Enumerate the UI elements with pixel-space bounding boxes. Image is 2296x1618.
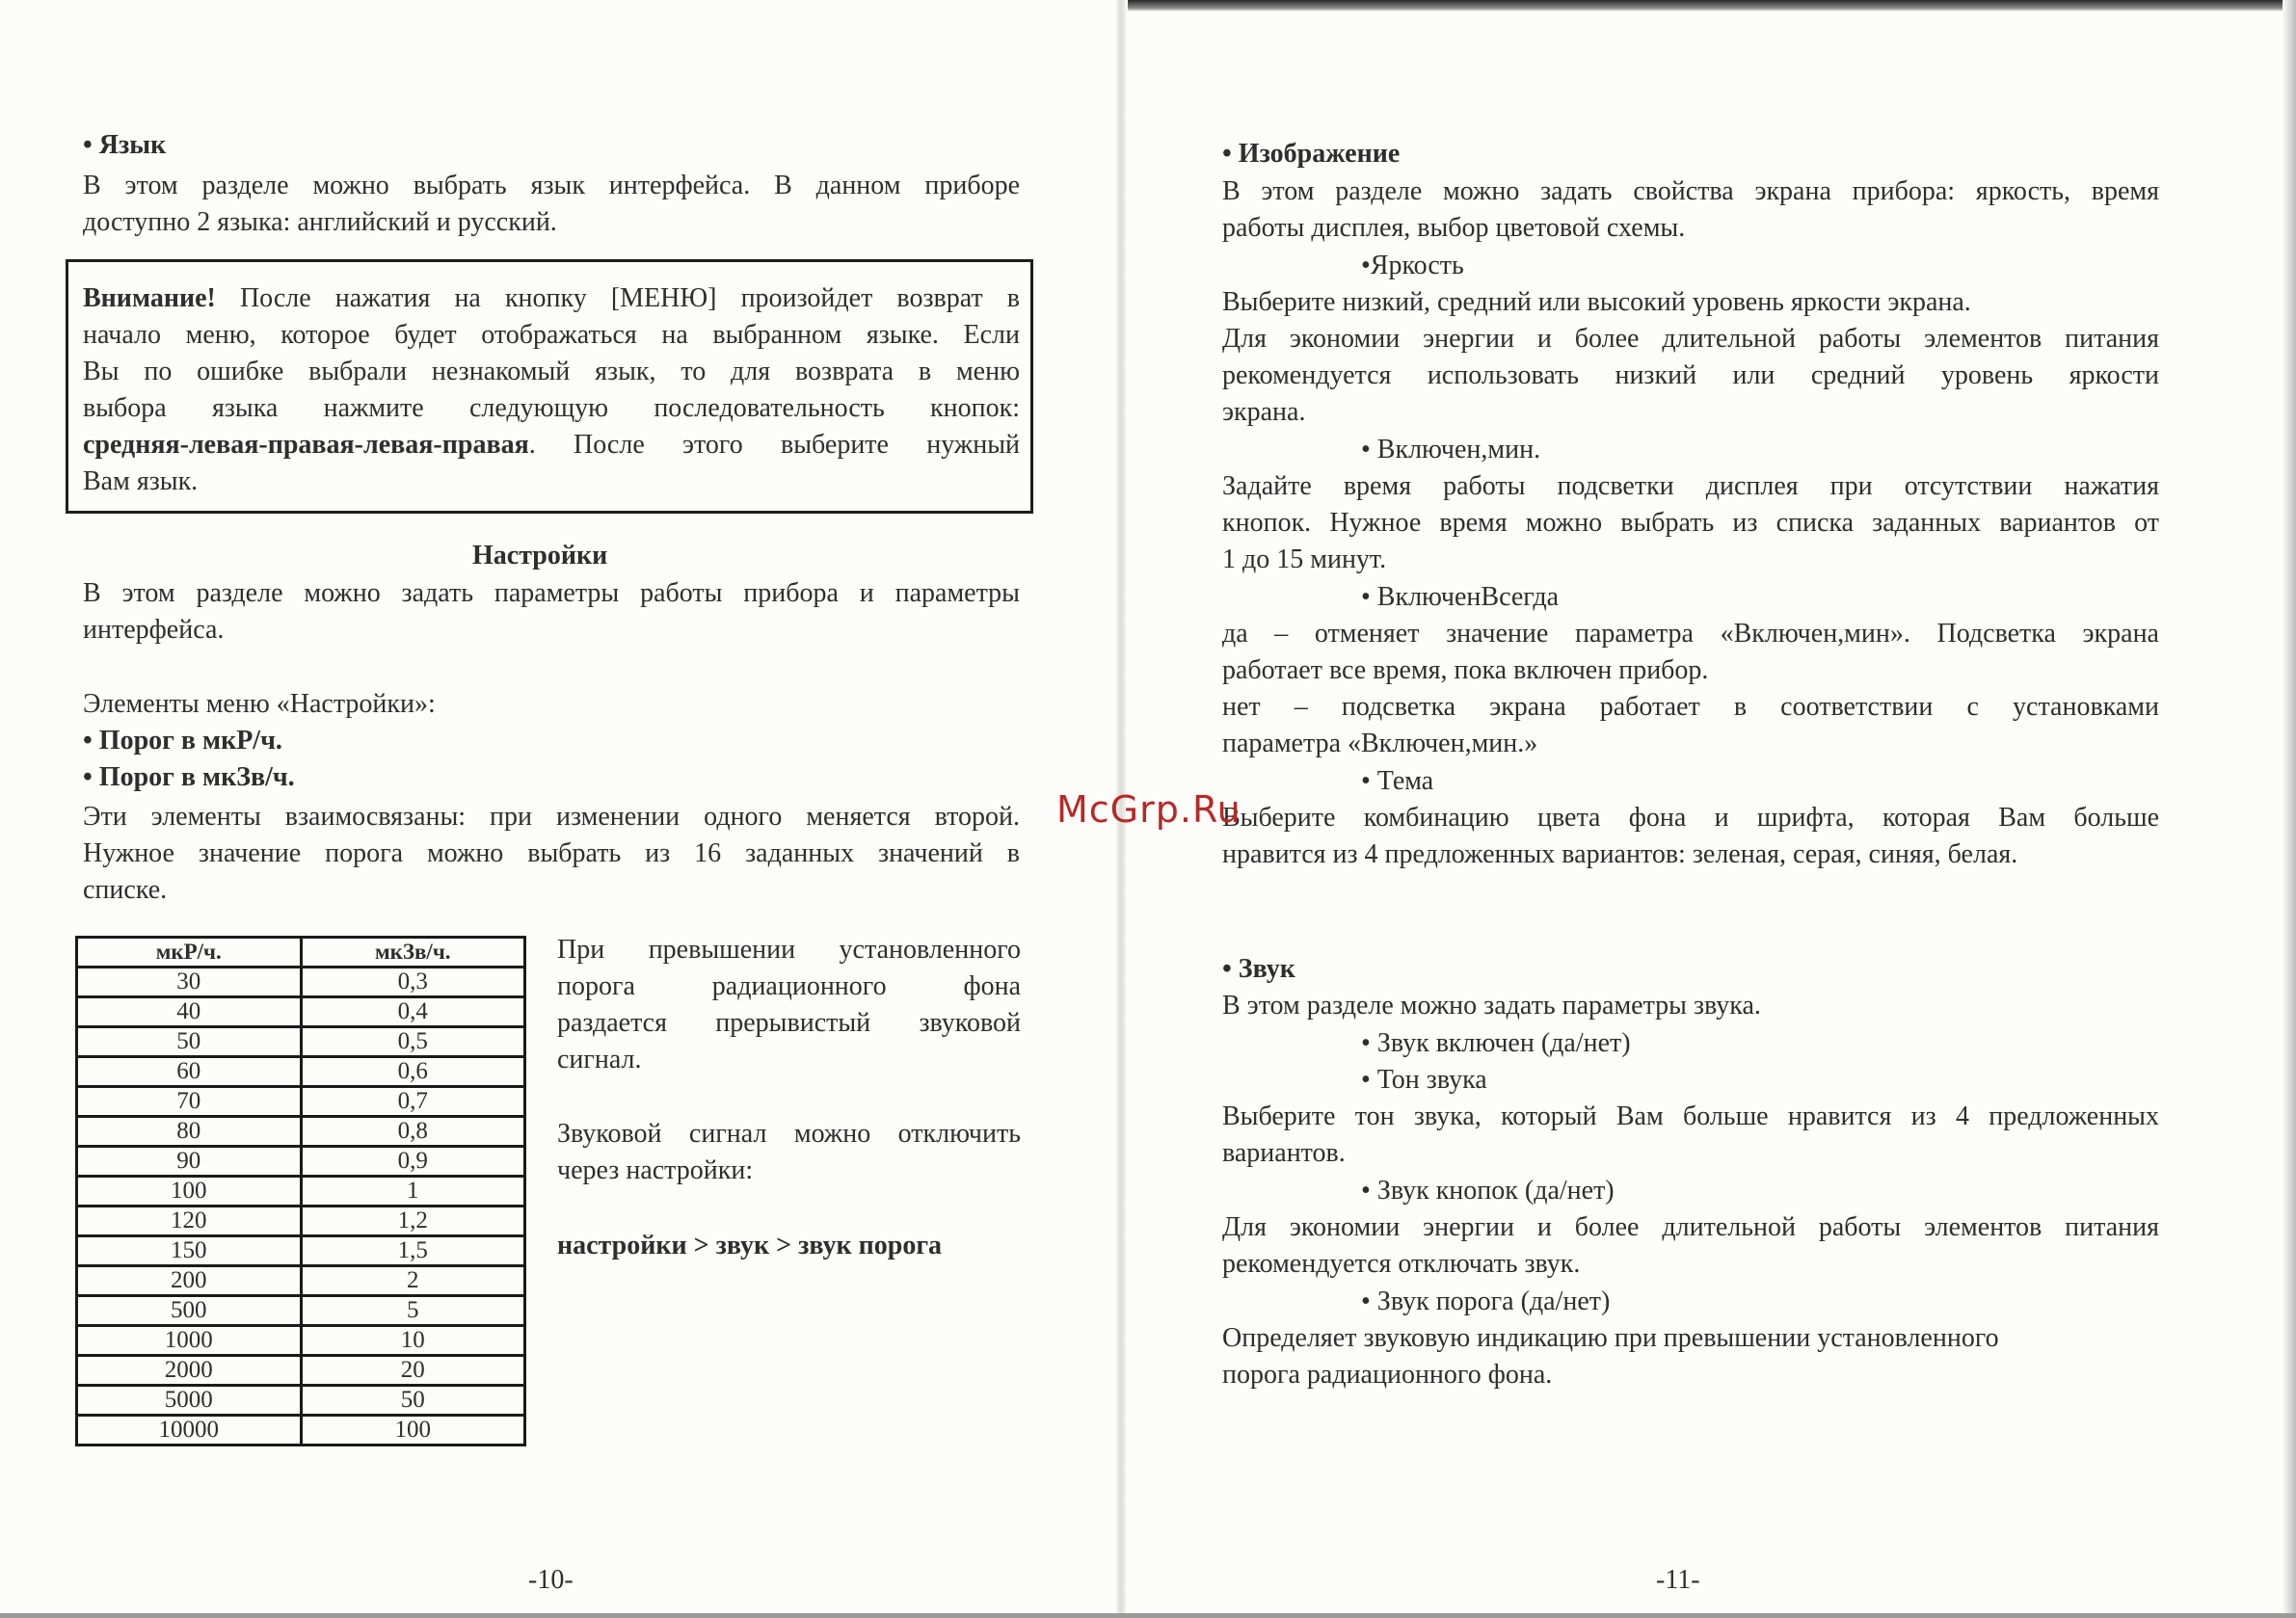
table-cell: 50 — [301, 1386, 525, 1416]
on-min-line-3: 1 до 15 минут. — [1222, 544, 1387, 574]
table-cell: 1,2 — [301, 1207, 525, 1236]
table-cell: 50 — [77, 1027, 302, 1057]
side-line-4: сигнал. — [557, 1045, 642, 1074]
scan-bottom-edge — [0, 1613, 2296, 1618]
notice-line-4: выбора языка нажмите следующую последовательность кнопок: — [83, 393, 1020, 423]
button-sequence: средняя-левая-правая-левая-правая — [83, 430, 529, 460]
settings-intro-1: В этом разделе можно задать параметры работы прибора и параметры — [83, 578, 1020, 608]
notice-line-1-rest: После нажатия на кнопку [МЕНЮ] произойдет возврат в — [215, 283, 1020, 313]
buttons-sound-line-1: Для экономии энергии и более длительной работы элементов питания — [1222, 1212, 2159, 1242]
sound-on-label: • Звук включен (да/нет) — [1361, 1028, 1631, 1058]
page-number-left: -10- — [528, 1565, 574, 1595]
buttons-sound-label: • Звук кнопок (да/нет) — [1361, 1176, 1615, 1206]
settings-desc-2: Нужное значение порога можно выбрать из 16 заданных значений в — [83, 838, 1020, 868]
page-number-right: -11- — [1656, 1565, 1700, 1595]
table-row — [77, 1177, 525, 1207]
table-row — [77, 1087, 525, 1117]
table-cell: 0,4 — [301, 997, 525, 1027]
threshold-table — [75, 936, 526, 1446]
side-line-3: раздается прерывистый звуковой — [557, 1008, 1021, 1038]
table-cell: 5 — [301, 1296, 525, 1326]
table-row — [77, 1147, 525, 1177]
notice-line-5-rest: . После этого выберите нужный — [528, 430, 1020, 460]
table-row — [77, 1207, 525, 1236]
table-row — [77, 1386, 525, 1416]
settings-title: Настройки — [472, 541, 608, 570]
settings-item-1: • Порог в мкР/ч. — [83, 726, 282, 756]
tone-line-2: вариантов. — [1222, 1138, 1346, 1168]
table-header-cell: мкЗв/ч. — [301, 938, 525, 968]
table-cell: 0,7 — [301, 1087, 525, 1117]
always-on-line-1: да – отменяет значение параметра «Включен,мин». Подсветка экрана — [1222, 619, 2159, 649]
tone-label: • Тон звука — [1361, 1065, 1487, 1095]
table-row — [77, 1027, 525, 1057]
side-line-6: через настройки: — [557, 1155, 754, 1185]
always-on-line-3: нет – подсветка экрана работает в соответствии с установками — [1222, 692, 2159, 722]
table-row — [77, 1296, 525, 1326]
table-cell: 1 — [301, 1177, 525, 1207]
table-cell: 10 — [301, 1326, 525, 1356]
notice-line-3: Вы по ошибке выбрали незнакомый язык, то для возврата в меню — [83, 357, 1020, 386]
settings-item-2: • Порог в мкЗв/ч. — [83, 762, 295, 792]
side-line-5: Звуковой сигнал можно отключить — [557, 1119, 1021, 1149]
language-line-2: доступно 2 языка: английский и русский. — [83, 207, 557, 237]
brightness-line-2: Для экономии энергии и более длительной работы элементов питания — [1222, 324, 2159, 354]
always-on-line-4: параметра «Включен,мин.» — [1222, 729, 1538, 758]
theme-label: • Тема — [1361, 766, 1434, 796]
table-cell: 0,9 — [301, 1147, 525, 1177]
language-line-1: В этом разделе можно выбрать язык интерфейса. В данном приборе — [83, 171, 1020, 200]
table-row — [77, 1117, 525, 1147]
table-row — [77, 1236, 525, 1266]
notice-line-6: Вам язык. — [83, 466, 199, 496]
table-cell: 2000 — [77, 1356, 302, 1386]
table-cell: 500 — [77, 1296, 302, 1326]
sound-intro: В этом разделе можно задать параметры звука. — [1222, 991, 1761, 1021]
brightness-line-1: Выберите низкий, средний или высокий уровень яркости экрана. — [1222, 287, 1971, 317]
display-heading: • Изображение — [1222, 139, 1401, 169]
language-heading: • Язык — [83, 130, 167, 160]
always-on-label: • ВключенВсегда — [1361, 582, 1560, 612]
table-row — [77, 968, 525, 997]
buttons-sound-line-2: рекомендуется отключать звук. — [1222, 1249, 1581, 1279]
table-row — [77, 1057, 525, 1087]
settings-desc-1: Эти элементы взаимосвязаны: при изменении одного меняется второй. — [83, 802, 1020, 832]
table-cell: 70 — [77, 1087, 302, 1117]
table-body — [77, 968, 525, 1446]
table-cell: 200 — [77, 1266, 302, 1296]
brightness-line-3: рекомендуется использовать низкий или средний уровень яркости — [1222, 360, 2159, 390]
table-cell: 5000 — [77, 1386, 302, 1416]
tone-line-1: Выберите тон звука, который Вам больше нравится из 4 предложенных — [1222, 1101, 2159, 1131]
notice-line-5 — [83, 427, 1020, 464]
table-cell: 0,8 — [301, 1117, 525, 1147]
table-header-cell: мкР/ч. — [77, 938, 302, 968]
display-line-2: работы дисплея, выбор цветовой схемы. — [1222, 213, 1686, 243]
notice-label: Внимание! — [83, 283, 216, 313]
table-cell: 100 — [77, 1177, 302, 1207]
settings-path: настройки > звук > звук порога — [557, 1231, 943, 1260]
settings-elements-label: Элементы меню «Настройки»: — [83, 689, 436, 719]
theme-line-1: Выберите комбинацию цвета фона и шрифта, которая Вам больше — [1222, 803, 2159, 833]
table-cell: 100 — [301, 1416, 525, 1446]
theme-line-2: нравится из 4 предложенных вариантов: зеленая, серая, синяя, белая. — [1222, 839, 2018, 869]
table-cell: 0,6 — [301, 1057, 525, 1087]
threshold-sound-label: • Звук порога (да/нет) — [1361, 1286, 1611, 1316]
table-cell: 60 — [77, 1057, 302, 1087]
sound-heading: • Звук — [1222, 954, 1295, 984]
table-cell: 0,3 — [301, 968, 525, 997]
scan-top-edge — [1128, 0, 2296, 12]
brightness-line-4: экрана. — [1222, 397, 1306, 427]
table-row — [77, 1416, 525, 1446]
on-min-label: • Включен,мин. — [1361, 435, 1541, 464]
table-row — [77, 1326, 525, 1356]
table-cell: 0,5 — [301, 1027, 525, 1057]
table-header-row — [77, 938, 525, 968]
table-cell: 120 — [77, 1207, 302, 1236]
notice-line-1 — [83, 280, 1020, 317]
table-cell: 40 — [77, 997, 302, 1027]
table-cell: 150 — [77, 1236, 302, 1266]
table-cell: 80 — [77, 1117, 302, 1147]
table-cell: 90 — [77, 1147, 302, 1177]
table-cell: 10000 — [77, 1416, 302, 1446]
side-line-1: При превышении установленного — [557, 935, 1021, 965]
always-on-line-2: работает все время, пока включен прибор. — [1222, 655, 1709, 685]
table-cell: 2 — [301, 1266, 525, 1296]
notice-line-2: начало меню, которое будет отображаться на выбранном языке. Если — [83, 320, 1020, 350]
table-row — [77, 1356, 525, 1386]
brightness-label: •Яркость — [1361, 251, 1464, 280]
side-line-2: порога радиационного фона — [557, 971, 1021, 1001]
on-min-line-1: Задайте время работы подсветки дисплея при отсутствии нажатия — [1222, 471, 2159, 501]
settings-desc-3: списке. — [83, 875, 168, 905]
watermark: McGrp.Ru — [1056, 788, 1241, 831]
scan-right-edge — [2283, 0, 2296, 1618]
table-row — [77, 997, 525, 1027]
display-line-1: В этом разделе можно задать свойства экрана прибора: яркость, время — [1222, 176, 2159, 206]
table-cell: 1000 — [77, 1326, 302, 1356]
on-min-line-2: кнопок. Нужное время можно выбрать из списка заданных вариантов от — [1222, 508, 2159, 538]
settings-intro-2: интерфейса. — [83, 615, 225, 645]
table-cell: 20 — [301, 1356, 525, 1386]
threshold-sound-line-1: Определяет звуковую индикацию при превышении установленного — [1222, 1323, 1999, 1353]
table-row — [77, 1266, 525, 1296]
table-cell: 30 — [77, 968, 302, 997]
table-cell: 1,5 — [301, 1236, 525, 1266]
threshold-sound-line-2: порога радиационного фона. — [1222, 1360, 1553, 1390]
